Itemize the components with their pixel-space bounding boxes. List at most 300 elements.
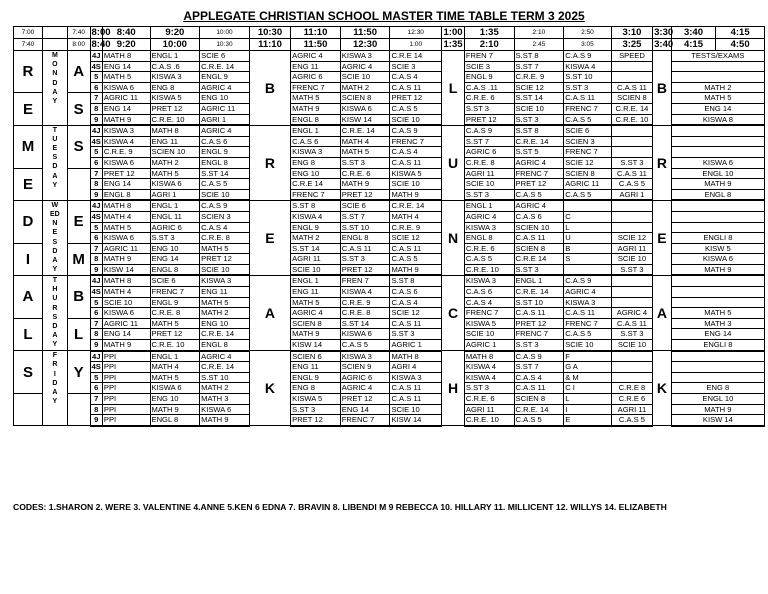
lesson-cell: SCIEN 6: [291, 351, 341, 362]
class-row: [14, 287, 765, 298]
exam-cell: [671, 72, 764, 83]
lesson-cell: SCIE 10: [611, 254, 652, 265]
class-row: [14, 93, 765, 104]
lesson-cell: SCIEN 8: [514, 394, 564, 405]
class-row: [14, 222, 765, 233]
class-stream: 5: [90, 297, 102, 308]
lesson-cell: PPI: [102, 404, 150, 415]
lesson-cell: ENG 11: [291, 362, 341, 373]
time-cell: 11:10: [249, 39, 290, 51]
lesson-cell: C.R.E. 6: [464, 243, 514, 254]
lesson-cell: MATH 4: [150, 362, 200, 373]
lesson-cell: S.ST 5: [514, 147, 564, 158]
lesson-cell: ENG 10: [200, 318, 250, 329]
lesson-cell: MATH 9: [340, 179, 390, 190]
lesson-cell: MATH 4: [390, 211, 442, 222]
lesson-cell: FRENC 7: [390, 136, 442, 147]
class-row: [14, 362, 765, 373]
lesson-cell: ENGL 1: [291, 275, 341, 286]
column-letter: S: [67, 93, 90, 125]
lesson-cell: ENG 10: [291, 168, 341, 179]
class-row: [14, 329, 765, 340]
lesson-cell: FREN 7: [340, 275, 390, 286]
class-row: [14, 147, 765, 158]
exam-cell: ENGLI 8: [671, 233, 764, 244]
lesson-cell: AGRI 4: [390, 362, 442, 373]
lesson-cell: S.ST 7: [514, 61, 564, 72]
lesson-cell: C: [564, 211, 612, 222]
lesson-cell: S.ST 3: [514, 340, 564, 351]
lesson-cell: S.ST 3: [390, 329, 442, 340]
exam-cell: ENG 14: [671, 103, 764, 114]
class-stream: 8: [90, 254, 102, 265]
lesson-cell: ENG 10: [150, 394, 200, 405]
lesson-cell: KISWA 6: [102, 308, 150, 319]
time-cell: 3:10: [611, 27, 652, 39]
lesson-cell: C.A.S 5: [200, 179, 250, 190]
class-row: [14, 125, 765, 136]
lesson-cell: AGRIC 4: [291, 51, 341, 62]
lesson-cell: C.A.S 9: [200, 200, 250, 211]
lesson-cell: ENG 8: [150, 82, 200, 93]
lesson-cell: KISWA 6: [102, 157, 150, 168]
class-stream: 7: [90, 243, 102, 254]
lesson-cell: C.A.S 11: [390, 383, 442, 394]
exam-cell: [671, 147, 764, 158]
lesson-cell: MATH 5: [291, 297, 341, 308]
lesson-cell: ENGL 8: [102, 189, 150, 200]
lesson-cell: C.A.S 11: [564, 308, 612, 319]
lesson-cell: [611, 372, 652, 383]
time-cell: 3:40: [654, 39, 674, 50]
lesson-cell: SPEED: [611, 51, 652, 62]
lesson-cell: MATH 8: [464, 351, 514, 362]
column-letter: B: [67, 275, 90, 318]
lesson-cell: C.A.S 9: [564, 51, 612, 62]
lesson-cell: C.A.S 9: [390, 125, 442, 136]
lesson-cell: ENGL 8: [200, 157, 250, 168]
lesson-cell: KISWA 6: [340, 103, 390, 114]
time-cell: 7:00: [14, 27, 43, 39]
lunch-column: C: [442, 275, 465, 350]
lesson-cell: SCIE 10: [464, 329, 514, 340]
lesson-cell: [611, 61, 652, 72]
class-stream: 4S: [91, 61, 101, 71]
lesson-cell: MATH 5: [150, 318, 200, 329]
lesson-cell: MATH 9: [200, 415, 250, 426]
time-cell: 12:30: [340, 39, 390, 51]
lesson-cell: S.ST 3: [340, 254, 390, 265]
lesson-cell: C.R.E 8: [611, 383, 652, 394]
time-cell: 1:00: [443, 27, 463, 38]
lesson-cell: SCIEN 9: [340, 362, 390, 373]
lesson-cell: AGRIC 6: [464, 147, 514, 158]
class-row: [14, 179, 765, 190]
time-cell: 1:35: [443, 39, 463, 50]
time-cell: [42, 39, 67, 51]
exam-cell: [671, 372, 764, 383]
lesson-cell: ENGL 1: [514, 275, 564, 286]
column-letter: [67, 168, 90, 200]
time-cell: 8:00: [67, 39, 90, 51]
class-row: [14, 254, 765, 265]
lesson-cell: C.A.S 9: [464, 125, 514, 136]
lesson-cell: [611, 287, 652, 298]
lesson-cell: SCIE 10: [291, 264, 341, 275]
lesson-cell: ENG 14: [102, 329, 150, 340]
lesson-cell: C.A.S 5: [564, 114, 612, 125]
class-stream: 6: [90, 308, 102, 319]
time-cell: 8:00: [91, 27, 111, 38]
lesson-cell: MATH 8: [102, 51, 150, 62]
lesson-cell: ENG 14: [102, 61, 150, 72]
lesson-cell: KISWA 4: [464, 372, 514, 383]
column-letter: Y: [67, 351, 90, 394]
lesson-cell: C.R.E. 14: [514, 404, 564, 415]
lesson-cell: C.A.S 5: [390, 103, 442, 114]
lesson-cell: KISWA 3: [390, 372, 442, 383]
time-cell: 3:05: [564, 39, 612, 51]
lesson-cell: [611, 362, 652, 373]
class-stream: 6: [90, 233, 102, 244]
lesson-cell: ENGL 1: [464, 200, 514, 211]
exam-cell: [671, 297, 764, 308]
lesson-cell: C.A.S 5: [464, 254, 514, 265]
class-stream: 8: [90, 179, 102, 190]
time-cell: 8:40: [102, 27, 150, 39]
lesson-cell: MATH 5: [150, 168, 200, 179]
class-row: [14, 394, 765, 405]
exam-cell: KISW 14: [671, 415, 764, 426]
column-letter: [67, 394, 90, 426]
exam-cell: ENGL 8: [671, 189, 764, 200]
lesson-cell: S.ST 8: [514, 51, 564, 62]
lesson-cell: S.ST 10: [564, 72, 612, 83]
lesson-cell: ENG 11: [291, 287, 341, 298]
lesson-cell: SCIE 10: [390, 404, 442, 415]
lunch-column: N: [442, 200, 465, 275]
lesson-cell: KISWA 6: [150, 383, 200, 394]
day-name-vertical: T U E S D A Y: [42, 125, 67, 200]
lesson-cell: FRENC 7: [340, 415, 390, 426]
break-column: E: [249, 200, 290, 275]
lesson-cell: AGRIC 11: [102, 243, 150, 254]
lesson-cell: C.R.E 14: [514, 254, 564, 265]
lesson-cell: S.ST 3: [514, 264, 564, 275]
class-stream: 6: [90, 383, 102, 394]
lesson-cell: SCIE 6: [200, 51, 250, 62]
lesson-cell: AGRIC 11: [102, 93, 150, 104]
lesson-cell: KISWA 3: [464, 222, 514, 233]
lesson-cell: S.ST 3: [514, 114, 564, 125]
lesson-cell: C.A.S 4: [390, 72, 442, 83]
lesson-cell: C.A.S 6: [514, 211, 564, 222]
lesson-cell: C.A.S 11: [390, 318, 442, 329]
lesson-cell: MATH 9: [102, 254, 150, 265]
lesson-cell: MATH 8: [102, 275, 150, 286]
lesson-cell: C.A.S 11: [340, 243, 390, 254]
lesson-cell: KISWA 3: [564, 297, 612, 308]
lesson-cell: MATH 9: [102, 340, 150, 351]
lesson-cell: E: [564, 415, 612, 426]
time-cell: 4:15: [716, 27, 765, 39]
time-cell: 10:30: [200, 39, 250, 51]
lesson-cell: MATH 2: [291, 233, 341, 244]
time-cell: 9:20: [102, 39, 150, 51]
lesson-cell: C.A.S 4: [514, 372, 564, 383]
lesson-cell: ENG 14: [102, 179, 150, 190]
lesson-cell: ENGL 8: [340, 233, 390, 244]
lesson-cell: KISWA 4: [291, 211, 341, 222]
lesson-cell: KISWA 5: [390, 168, 442, 179]
lesson-cell: C.R.E. 8: [464, 157, 514, 168]
exam-cell: TESTS/EXAMS: [671, 51, 764, 62]
lesson-cell: AGRIC 4: [340, 61, 390, 72]
break-column-2: K: [653, 351, 672, 426]
class-row: [14, 82, 765, 93]
time-header-row: [14, 39, 765, 51]
lesson-cell: ENGL 1: [291, 125, 341, 136]
exam-cell: [671, 136, 764, 147]
lesson-cell: C.R.E. 9: [390, 222, 442, 233]
lesson-cell: MATH 2: [200, 308, 250, 319]
class-row: [14, 61, 765, 72]
lesson-cell: C.A.S 11: [514, 383, 564, 394]
time-cell: 2:45: [514, 39, 564, 51]
lesson-cell: AGRIC 4: [564, 287, 612, 298]
break-column: R: [249, 125, 290, 200]
exam-cell: [671, 362, 764, 373]
day-letter: E: [14, 168, 43, 200]
lesson-cell: C.A.S 11: [564, 93, 612, 104]
time-cell: 3:30: [654, 27, 674, 38]
time-cell: 10:00: [150, 39, 200, 51]
lesson-cell: SCIE 10: [611, 340, 652, 351]
lesson-cell: AGRI 11: [464, 168, 514, 179]
lesson-cell: ENGL 9: [200, 147, 250, 158]
lesson-cell: C.R.E. 10: [150, 340, 200, 351]
lesson-cell: AGRI 1: [611, 189, 652, 200]
lesson-cell: ENGL 9: [291, 222, 341, 233]
lesson-cell: SCIEN 8: [564, 168, 612, 179]
lesson-cell: KISWA 4: [564, 61, 612, 72]
exam-cell: KISWA 6: [671, 254, 764, 265]
lesson-cell: S.ST 3: [464, 383, 514, 394]
lesson-cell: AGRIC 6: [291, 72, 341, 83]
class-stream: 4J: [91, 351, 101, 361]
class-row: [14, 114, 765, 125]
lesson-cell: ENG 14: [340, 404, 390, 415]
lesson-cell: C.A.S 6: [200, 136, 250, 147]
class-stream: 4S: [91, 362, 101, 372]
time-cell: 10:00: [200, 27, 250, 39]
lesson-cell: C.A.S 5: [514, 415, 564, 426]
lesson-cell: C.A.S .6: [150, 61, 200, 72]
time-cell: 4:15: [671, 39, 715, 51]
lesson-cell: AGRIC 4: [291, 308, 341, 319]
lesson-cell: C.A.S 11: [611, 168, 652, 179]
lesson-cell: MATH 8: [150, 125, 200, 136]
class-stream: 7: [90, 318, 102, 329]
lesson-cell: SCIE 10: [200, 264, 250, 275]
lesson-cell: C.R.E. 14: [514, 136, 564, 147]
exam-cell: MATH 3: [671, 318, 764, 329]
lesson-cell: C.A.S 6: [464, 287, 514, 298]
exam-cell: [671, 222, 764, 233]
lesson-cell: AGRI 1: [150, 189, 200, 200]
lesson-cell: C.A.S 6: [291, 136, 341, 147]
lesson-cell: I: [564, 404, 612, 415]
lesson-cell: [611, 72, 652, 83]
lesson-cell: C.A.S 4: [200, 222, 250, 233]
lesson-cell: ENGL 9: [464, 72, 514, 83]
lesson-cell: C.R.E. 8: [200, 233, 250, 244]
lesson-cell: MATH 4: [102, 287, 150, 298]
class-row: [14, 72, 765, 83]
lesson-cell: KISWA 3: [340, 51, 390, 62]
lesson-cell: [611, 147, 652, 158]
lesson-cell: MATH 9: [390, 189, 442, 200]
lesson-cell: AGRI 11: [291, 254, 341, 265]
class-stream: 4S: [91, 136, 101, 146]
class-stream: 8: [90, 103, 102, 114]
lesson-cell: PRET 12: [340, 189, 390, 200]
time-cell: 1:00: [390, 39, 442, 51]
class-stream: 9: [90, 415, 102, 426]
column-letter: S: [67, 125, 90, 168]
break-column: B: [249, 51, 290, 126]
lesson-cell: AGRIC 11: [102, 318, 150, 329]
lesson-cell: S.ST 3: [564, 82, 612, 93]
lesson-cell: AGRIC 4: [200, 351, 250, 362]
class-stream: 6: [90, 157, 102, 168]
lesson-cell: B: [564, 243, 612, 254]
class-row: [14, 297, 765, 308]
class-row: [14, 275, 765, 286]
lesson-cell: SCIEN 3: [200, 211, 250, 222]
lesson-cell: S.ST 8: [390, 275, 442, 286]
lesson-cell: PRET 12: [291, 415, 341, 426]
lesson-cell: C.A.S 11: [390, 82, 442, 93]
lesson-cell: SCIE 12: [390, 233, 442, 244]
lesson-cell: KISWA 3: [291, 147, 341, 158]
day-name-vertical: T H U R S D A Y: [42, 275, 67, 350]
lesson-cell: C.R.E. 10: [611, 114, 652, 125]
time-cell: 11:50: [340, 27, 390, 39]
lesson-cell: ENG 10: [200, 93, 250, 104]
class-stream: 4J: [91, 201, 101, 211]
lesson-cell: C.R.E. 6: [464, 93, 514, 104]
lesson-cell: C.R.E 6: [611, 394, 652, 405]
class-stream: 4J: [91, 276, 101, 286]
lesson-cell: C.R.E. 6: [340, 168, 390, 179]
lesson-cell: C.R.E. 9: [514, 72, 564, 83]
break-column: A: [249, 275, 290, 350]
lesson-cell: SCIE 10: [340, 72, 390, 83]
day-letter: R: [14, 51, 43, 93]
lunch-column: L: [442, 51, 465, 126]
lesson-cell: C.A.S 5: [564, 329, 612, 340]
lesson-cell: SCIE 10: [200, 189, 250, 200]
lesson-cell: ENGL 8: [150, 415, 200, 426]
lesson-cell: SCIE 10: [464, 179, 514, 190]
break-column-2: B: [653, 51, 672, 126]
class-stream: 9: [90, 189, 102, 200]
lesson-cell: SCIE 3: [390, 61, 442, 72]
lesson-cell: C.A.S 5: [390, 254, 442, 265]
class-stream: 4J: [91, 126, 101, 136]
lesson-cell: L: [564, 394, 612, 405]
lesson-cell: PRET 12: [150, 329, 200, 340]
lesson-cell: KISWA 4: [464, 362, 514, 373]
lesson-cell: AGRIC 4: [611, 308, 652, 319]
lesson-cell: ENGL 9: [150, 297, 200, 308]
exam-cell: ENG 8: [671, 383, 764, 394]
class-row: [14, 200, 765, 211]
lesson-cell: SCIE 12: [611, 233, 652, 244]
lesson-cell: AGRIC 6: [150, 222, 200, 233]
class-stream: 7: [90, 168, 102, 179]
lesson-cell: C.R.E 14: [291, 179, 341, 190]
lesson-cell: PRET 12: [102, 168, 150, 179]
exam-cell: [671, 61, 764, 72]
exam-cell: [671, 125, 764, 136]
column-letter: M: [67, 243, 90, 275]
exam-cell: MATH 5: [671, 93, 764, 104]
lesson-cell: FREN 7: [464, 51, 514, 62]
lesson-cell: [611, 222, 652, 233]
lesson-cell: KISWA 3: [464, 275, 514, 286]
lesson-cell: ENGL 8: [291, 114, 341, 125]
lesson-cell: PRET 12: [150, 103, 200, 114]
lesson-cell: S.ST 3: [611, 329, 652, 340]
class-stream: 9: [90, 264, 102, 275]
lesson-cell: AGRIC 11: [564, 179, 612, 190]
lesson-cell: C.A.S 11: [390, 243, 442, 254]
lesson-cell: SCIEN 10: [514, 222, 564, 233]
exam-cell: MATH 2: [671, 82, 764, 93]
lesson-cell: C.R.E. 8: [150, 308, 200, 319]
lesson-cell: ENGL 8: [200, 340, 250, 351]
lesson-cell: MATH 5: [150, 372, 200, 383]
day-letter: I: [14, 243, 43, 275]
lesson-cell: SCIE 6: [340, 200, 390, 211]
class-row: [14, 189, 765, 200]
lesson-cell: ENG 11: [291, 61, 341, 72]
lesson-cell: FRENC 7: [291, 82, 341, 93]
time-cell: 2:10: [514, 27, 564, 39]
lesson-cell: C.R.E. 6: [464, 394, 514, 405]
lesson-cell: [611, 136, 652, 147]
break-column: K: [249, 351, 290, 426]
time-cell: 9:20: [150, 27, 200, 39]
lesson-cell: S.ST 3: [291, 404, 341, 415]
lesson-cell: MATH 8: [102, 200, 150, 211]
lesson-cell: S.ST 8: [291, 200, 341, 211]
time-cell: 7:40: [67, 27, 90, 39]
lesson-cell: MATH 4: [340, 136, 390, 147]
lesson-cell: C.R.E. 10: [464, 264, 514, 275]
exam-cell: MATH 9: [671, 179, 764, 190]
lesson-cell: [564, 264, 612, 275]
lesson-cell: MATH 9: [102, 114, 150, 125]
lesson-cell: AGRIC 1: [464, 340, 514, 351]
lesson-cell: SCIE 10: [390, 179, 442, 190]
lesson-cell: PPI: [102, 372, 150, 383]
lesson-cell: FRENC 7: [564, 103, 612, 114]
lesson-cell: S.ST 7: [340, 211, 390, 222]
exam-cell: [671, 275, 764, 286]
